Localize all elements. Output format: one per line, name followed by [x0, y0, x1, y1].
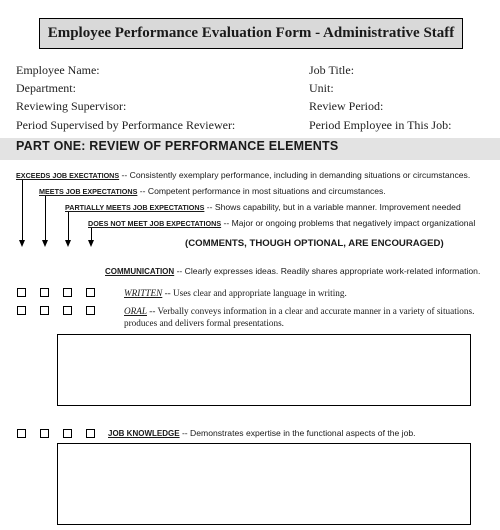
- job-title-label: Job Title:: [309, 63, 355, 77]
- written-exceeds-checkbox[interactable]: [17, 288, 26, 297]
- level-exceeds-desc: -- Consistently exemplary performance, including in demanding situations or circumstances.: [119, 170, 471, 180]
- written-item: [124, 288, 347, 298]
- arrow-down-icon: [42, 240, 48, 247]
- job-knowledge-meets-checkbox[interactable]: [40, 429, 49, 438]
- arrow-down-icon: [88, 240, 94, 247]
- arrow-line-2: [45, 196, 46, 240]
- written-does-not-meet-checkbox[interactable]: [86, 288, 95, 297]
- communication-section: [105, 266, 480, 276]
- level-partially: [65, 202, 461, 212]
- review-period-label: Review Period:: [309, 99, 384, 113]
- level-does-not-meet-desc: -- Major or ongoing problems that negatively impact organizational: [221, 218, 476, 228]
- level-meets: [39, 186, 386, 196]
- arrow-down-icon: [65, 240, 71, 247]
- period-employee-label: Period Employee in This Job:: [309, 118, 452, 132]
- job-knowledge-section: [108, 428, 416, 438]
- job-knowledge-comments-box[interactable]: [57, 443, 471, 525]
- oral-label: ORAL: [124, 306, 147, 316]
- department-label: Department:: [16, 81, 76, 95]
- part-one-title: PART ONE: REVIEW OF PERFORMANCE ELEMENTS: [16, 139, 339, 153]
- oral-partially-checkbox[interactable]: [63, 306, 72, 315]
- job-knowledge-exceeds-checkbox[interactable]: [17, 429, 26, 438]
- job-knowledge-desc: -- Demonstrates expertise in the functional aspects of the job.: [179, 428, 416, 438]
- level-does-not-meet: [88, 218, 475, 228]
- written-meets-checkbox[interactable]: [40, 288, 49, 297]
- reviewing-supervisor-label: Reviewing Supervisor:: [16, 99, 127, 113]
- arrow-line-4: [91, 228, 92, 240]
- oral-desc: -- Verbally conveys information in a clear and accurate manner in a variety of situations.: [146, 306, 475, 316]
- job-knowledge-partially-checkbox[interactable]: [63, 429, 72, 438]
- oral-item: [124, 306, 474, 316]
- oral-meets-checkbox[interactable]: [40, 306, 49, 315]
- communication-label: COMMUNICATION: [105, 267, 175, 276]
- level-exceeds: [16, 170, 470, 180]
- oral-desc-line-2: produces and delivers formal presentations.: [124, 318, 284, 328]
- level-partially-desc: -- Shows capability, but in a variable manner. Improvement needed: [204, 202, 461, 212]
- comments-note: (COMMENTS, THOUGH OPTIONAL, ARE ENCOURAGED): [185, 238, 444, 249]
- written-partially-checkbox[interactable]: [63, 288, 72, 297]
- arrow-line-3: [68, 212, 69, 240]
- level-meets-label: MEETS JOB EXPECTATIONS: [39, 187, 138, 196]
- unit-label: Unit:: [309, 81, 334, 95]
- level-does-not-meet-label: DOES NOT MEET JOB EXPECTATIONS: [88, 219, 222, 228]
- written-label: WRITTEN: [124, 288, 163, 298]
- level-meets-desc: -- Competent performance in most situations and circumstances.: [137, 186, 386, 196]
- job-knowledge-does-not-meet-checkbox[interactable]: [86, 429, 95, 438]
- oral-does-not-meet-checkbox[interactable]: [86, 306, 95, 315]
- employee-name-label: Employee Name:: [16, 63, 100, 77]
- job-knowledge-label: JOB KNOWLEDGE: [108, 429, 180, 438]
- arrow-down-icon: [19, 240, 25, 247]
- level-exceeds-label: EXCEEDS JOB EXECTATIONS: [16, 171, 120, 180]
- written-desc: -- Uses clear and appropriate language in writing.: [162, 288, 347, 298]
- level-partially-label: PARTIALLY MEETS JOB EXPECTATIONS: [65, 203, 205, 212]
- oral-exceeds-checkbox[interactable]: [17, 306, 26, 315]
- communication-desc: -- Clearly expresses ideas. Readily shares appropriate work-related information.: [174, 266, 481, 276]
- form-title: Employee Performance Evaluation Form - Administrative Staff: [39, 18, 463, 49]
- communication-comments-box[interactable]: [57, 334, 471, 406]
- period-supervised-label: Period Supervised by Performance Reviewer:: [16, 118, 236, 132]
- arrow-line-1: [22, 180, 23, 240]
